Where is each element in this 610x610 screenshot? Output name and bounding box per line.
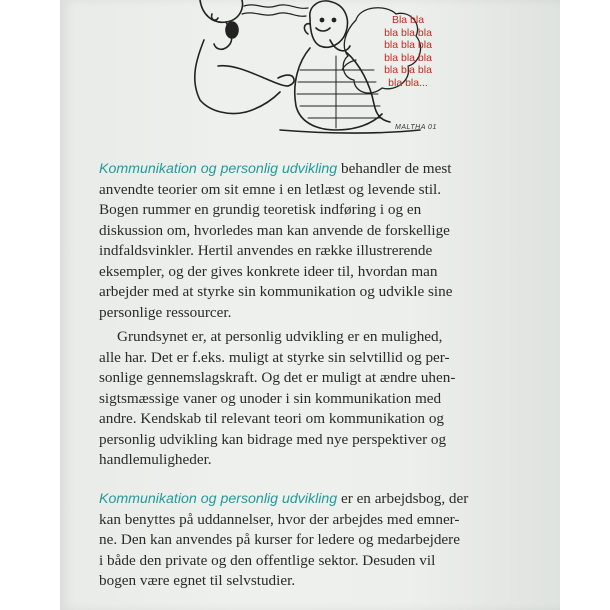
paragraph-first-line (99, 159, 529, 180)
book-title-highlight: Kommunikation og personlig udvikling (99, 491, 338, 507)
text-line: personlige ressourcer. (99, 303, 232, 321)
text-line: sonlige gennemslagskraft. Og det er muligt at ændre uhen- (99, 369, 456, 386)
paragraph-first-line (99, 489, 529, 510)
text-line: diskussion om, hvorledes man kan anvende de forskellige (99, 221, 450, 239)
text-line: ne. Den kan anvendes på kurser for ledere og medarbejdere (99, 531, 460, 548)
first-line-rest: er en arbejdsbog, der (337, 490, 469, 507)
text-line: alle har. Det er f.eks. muligt at styrke sin selvtillid og per- (99, 348, 450, 366)
text-line: Bogen rummer en grundig teoretisk indføring i og en (99, 201, 422, 218)
text-line: i både den private og den offentlige sektor. Desuden vil (99, 551, 436, 569)
book-title-highlight: Kommunikation og personlig udvikling (99, 161, 338, 177)
speech-line: bla bla bla (384, 26, 432, 39)
paragraph-basic-view (99, 327, 529, 471)
text-line: bogen være egnet til selvstudier. (99, 572, 296, 589)
text-line: andre. Kendskab til relevant teori om kommunikation og (99, 410, 445, 427)
speech-bubble-text (370, 14, 446, 112)
text-line: kan benyttes på uddannelser, hvor der arbejdes med emner- (99, 510, 460, 528)
speech-line: bla bla bla (384, 51, 432, 64)
speech-line: bla bla... (388, 76, 428, 89)
paragraph-intro (99, 159, 529, 323)
text-line: Grundsynet er, at personlig udvikling er en mulighed, (117, 328, 443, 345)
speech-line: bla bla bla (384, 39, 432, 51)
text-line: sigtsmæssige vaner og unoder i sin kommunikation med (99, 389, 442, 407)
text-line: eksempler, og der gives konkrete ideer til, hvordan man (99, 262, 438, 280)
text-line: anvendte teorier om sit emne i en letlæst og levende stil. (99, 180, 442, 198)
text-line: handlemuligheder. (99, 451, 212, 468)
text-line: indfaldsvinkler. Hertil anvendes en række illustrerende (99, 242, 433, 259)
text-line: personlig udvikling kan bidrage med nye perspektiver og (99, 430, 447, 448)
paragraph-workbook (99, 489, 529, 592)
first-line-rest: behandler de mest (337, 160, 452, 177)
text-line: arbejder med at styrke sin kommunikation og udvikle sine (99, 283, 453, 300)
artist-signature: MALTHA 01 (395, 124, 437, 131)
speech-line: Bla bla (391, 14, 425, 26)
speech-line: bla bla bla (384, 64, 432, 76)
